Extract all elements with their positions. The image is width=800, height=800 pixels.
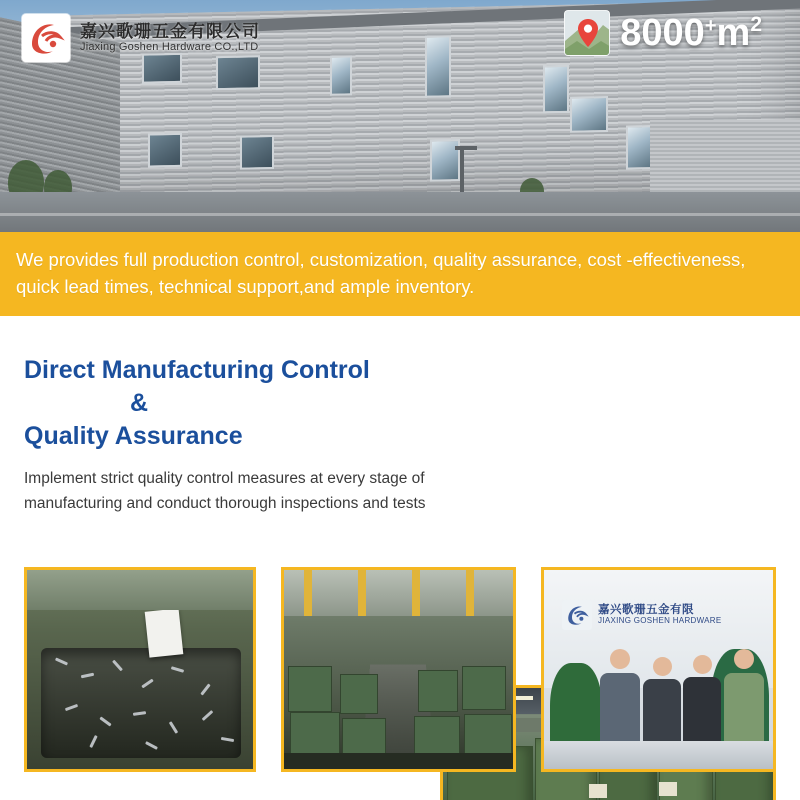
goshen-logo-icon bbox=[562, 600, 592, 630]
yellow-beam bbox=[358, 570, 366, 616]
yellow-beam bbox=[412, 570, 420, 616]
person-head bbox=[693, 655, 712, 674]
storage-bin bbox=[464, 714, 512, 758]
floor bbox=[284, 753, 513, 769]
window bbox=[425, 35, 451, 98]
yellow-beam bbox=[466, 570, 474, 616]
wall-sign-en: JIAXING GOSHEN HARDWARE bbox=[598, 615, 722, 625]
window bbox=[330, 55, 352, 95]
person-head bbox=[610, 649, 630, 669]
person-head bbox=[734, 649, 754, 669]
background-wall bbox=[27, 570, 253, 610]
hero-image bbox=[0, 0, 800, 232]
window bbox=[570, 96, 608, 133]
metal-pin bbox=[145, 741, 158, 750]
area-badge bbox=[564, 10, 762, 56]
feature-heading-line1: Direct Manufacturing Control bbox=[24, 356, 370, 384]
area-value bbox=[620, 14, 762, 52]
wall-sign bbox=[562, 592, 760, 638]
metal-pin bbox=[200, 683, 210, 695]
metal-parts-tray-photo bbox=[24, 567, 256, 772]
goshen-logo-icon bbox=[22, 14, 70, 62]
storage-bin bbox=[462, 666, 506, 710]
area-unit: m bbox=[716, 12, 751, 54]
machine-label bbox=[589, 784, 607, 798]
storage-bin bbox=[342, 718, 386, 758]
metal-pin bbox=[89, 735, 97, 748]
wall-sign-text bbox=[598, 604, 722, 625]
feature-heading bbox=[24, 354, 434, 453]
feature-heading-line2: Quality Assurance bbox=[24, 422, 243, 450]
tag-card bbox=[145, 608, 184, 657]
logo-text bbox=[80, 22, 260, 54]
person-head bbox=[653, 657, 672, 676]
storage-bin bbox=[290, 712, 340, 756]
metal-pin bbox=[112, 660, 123, 672]
ground-marking bbox=[0, 213, 800, 216]
metal-pin bbox=[171, 666, 184, 672]
wall-sign-cn: 嘉兴歌珊五金有限 bbox=[598, 604, 694, 617]
company-logo bbox=[22, 14, 260, 62]
area-exponent: 2 bbox=[750, 13, 762, 36]
metal-pin bbox=[202, 710, 214, 721]
parts-tray bbox=[41, 648, 241, 758]
area-plus: + bbox=[704, 15, 717, 37]
map-pin-icon bbox=[564, 10, 610, 56]
roof-structure bbox=[284, 570, 513, 616]
company-name-en: Jiaxing Goshen Hardware CO.,LTD bbox=[80, 41, 259, 54]
metal-pin bbox=[169, 721, 178, 734]
metal-pin bbox=[81, 673, 94, 679]
street-lamp-arm bbox=[455, 146, 477, 150]
window bbox=[626, 125, 652, 170]
metal-pin bbox=[141, 679, 153, 689]
feature-body-text: Implement strict quality control measures at every stage of manufacturing and conduct thorough inspections and tests bbox=[24, 470, 426, 512]
window bbox=[543, 65, 569, 114]
team-photo bbox=[541, 567, 776, 772]
area-number: 8000 bbox=[620, 12, 705, 54]
feature-heading-amp: & bbox=[129, 389, 149, 417]
feature-section bbox=[0, 332, 800, 547]
metal-pin bbox=[221, 737, 234, 742]
metal-pin bbox=[99, 716, 111, 726]
company-name-cn: 嘉兴歌珊五金有限公司 bbox=[80, 21, 260, 41]
banner-text: We provides full production control, customization, quality assurance, cost -effectiveness, quick lead times, technical support,and ample inventory. bbox=[16, 249, 746, 297]
feature-text-block bbox=[24, 354, 434, 517]
yellow-beam bbox=[304, 570, 312, 616]
value-proposition-banner bbox=[0, 232, 800, 316]
window bbox=[240, 135, 274, 170]
production-line-photo bbox=[281, 567, 516, 772]
metal-pin bbox=[65, 704, 78, 711]
metal-pin bbox=[55, 657, 68, 665]
showroom-floor bbox=[544, 741, 773, 769]
storage-bin bbox=[340, 674, 378, 714]
window bbox=[148, 133, 182, 168]
storage-bin bbox=[288, 666, 332, 712]
ground bbox=[0, 192, 800, 232]
storage-bin bbox=[418, 670, 458, 712]
machine-label bbox=[659, 782, 677, 796]
storage-bin bbox=[414, 716, 460, 758]
metal-pin bbox=[133, 711, 146, 716]
